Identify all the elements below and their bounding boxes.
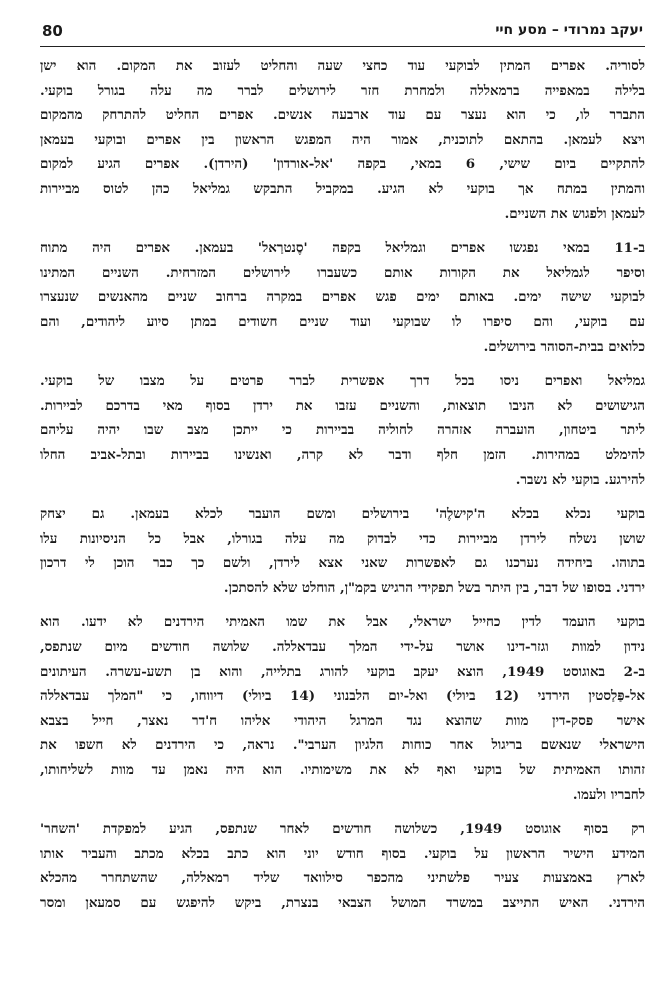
text-line: לבוקעי שישה ימים. באותם ימים פגש אפרים במקרה ברחוב שניים מהאנשים שנעצרו	[40, 289, 645, 306]
text-line: שושן נשלח לירדן מביירות כדי לבדוק מה עלה בגורלו, אבל כל הניסיונות עלו	[40, 530, 645, 547]
text-line: רק בסוף אוגוסט 1949, כשלושה חודשים לאחר שנתפס, הגיע למפקדת 'השחר'	[40, 821, 645, 838]
text-line: וסיפר לגמליאל את הקורות אותם כשעברו לירושלים המזרחית. השניים המתינו	[40, 264, 645, 281]
paragraph	[40, 817, 645, 915]
text-line: לחבריו ולעמו.	[572, 786, 645, 803]
text-line: ליתר ביטחון, הועברה אזהרה לחוליה בביירות כי ייתכן מצב שבו יהיה עליהם	[40, 422, 645, 439]
running-head: יעקב נמרודי – מסע חיי	[495, 22, 643, 38]
text-line: נידון למוות וגזר-דינו אושר על-ידי המלך עבדאללה. שלושה חודשים מיום שנתפס,	[40, 639, 645, 656]
text-line: והמתין במתח אך בוקעי לא הגיע. במקביל התבקש גמליאל כהן לטוס מביירות	[40, 180, 645, 197]
text-line: להימלט במהירות. הזמן חלף ודבר לא קרה, ואנשינו בביירות ובתל-אביב החלו	[40, 446, 645, 463]
text-line: להירגע. בוקעי לא נשבר.	[515, 471, 645, 488]
text-line: המידע הישיר הראשון על בוקעי. בסוף חודש יוני הוא כתב בכלא מכתב והעביר אותו	[40, 845, 645, 862]
text-line: בלילה במאפייה ברמאללה ולמחרת חזר לירושלים לברר מה עלה בגורל בוקעי.	[40, 82, 645, 99]
text-line: בוקעי הועמד לדין כחייל ישראלי, אבל את שמו האמיתי הירדנים לא ידעו. הוא	[40, 614, 645, 631]
body-text	[40, 54, 645, 926]
text-line: ירדני. בסופו של דבר, בין היתר בשל תפקידי הרגיש בקמ"ן, הוחלט שלא להסתכן.	[223, 579, 645, 596]
text-line: זהותו האמיתית של בוקעי ואף לא את משימותיו. הוא היה נאמן עד מוות לשליחותו,	[40, 762, 645, 779]
paragraph	[40, 54, 645, 226]
page-number: 80	[42, 22, 63, 40]
text-line: עם בוקעי, והם סיפרו לו שבוקעי ועוד שניים חשודים במתן סיוע ליהודים, והם	[40, 313, 645, 330]
text-line: לעמאן ולפגוש את השניים.	[504, 205, 645, 222]
page-header	[40, 20, 645, 47]
text-line: אל-פַּלַסטין הירדני (12 ביולי) ואל-יום הלבנוני (14 ביולי) דיווחו, כי "המלך עבדאללה	[40, 688, 645, 705]
text-line: בוקעי נכלא בכלא ה'קישלֶה' בירושלים ומשם הועבר לכלא בעמאן. גם יצחק	[40, 506, 645, 523]
paragraph	[40, 610, 645, 807]
paragraph	[40, 502, 645, 600]
text-line: ב-11 במאי נפגשו אפרים וגמליאל בקפה 'סֶנטרַאל' בעמאן. אפרים היה מתוח	[40, 240, 645, 257]
text-line: התברר לו, כי הוא נעצר עם עוד ארבעה אנשים. אפרים החליט להתרחק מהמקום	[40, 107, 645, 124]
text-line: להתקיים ביום שישי, 6 במאי, בקפה 'אל-אורדון' (הירדן). אפרים הגיע למקום	[40, 156, 645, 173]
text-line: ויצא לעמאן. בהתאם לתוכנית, אמור היה המפגש הראשון בין אפרים ובוקעי בעמאן	[40, 131, 645, 148]
text-line: ב-2 באוגוסט 1949, הוצא יעקב בוקעי להורג בתלייה, והוא בן תשע-עשרה. העיתונים	[40, 663, 645, 680]
text-line: הישראלי שנאשם בריגול אחר כוחות הלגיון הערבי". נראה, כי הירדנים לא חשפו את	[40, 737, 645, 754]
paragraph	[40, 369, 645, 492]
text-line: לארץ באמצעות צעיר פלשתיני מהכפר סילוואד שליד רמאללה, שהשתחרר מהכלא	[40, 870, 645, 887]
text-line: כלואים בבית-הסוהר בירושלים.	[483, 338, 645, 355]
text-line: גמליאל ואפרים ניסו בכל דרך אפשרית לברר פרטים על מצבו של בוקעי.	[40, 373, 645, 390]
text-line: הגישושים לא הניבו תוצאות, והשניים עזבו את ירדן בסוף מאי בדרכם לביירות.	[40, 397, 645, 414]
text-line: לסוריה. אפרים המתין לבוקעי עוד כחצי שעה והחליט לעזוב את המקום. הוא ישן	[40, 58, 645, 74]
text-line: בתוהו. ביחידה נערכנו גם לאפשרות שאני אצא לירדן, ולשם כך כבר הוכן לי דרכון	[40, 555, 645, 572]
text-line: אישר פסק-דין מוות שהוצא נגד המרגל היהודי אליהו ח'דר נאצר, חייל בצבא	[40, 712, 645, 729]
paragraph	[40, 236, 645, 359]
text-line: הירדני. האיש התייצב במשרד המושל הצבאי בנצרת, ביקש להיפגש עם סמעאן ומסר	[40, 895, 645, 911]
